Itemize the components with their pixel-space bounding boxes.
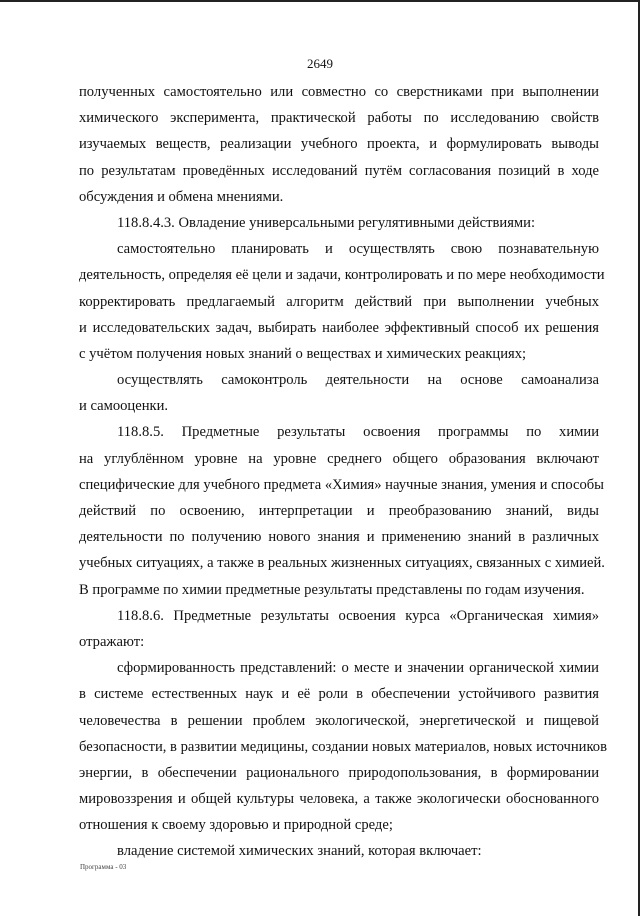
text-line: полученных самостоятельно или совместно со сверстниками при выполнении: [79, 84, 599, 100]
text-line: безопасности, в развитии медицины, создании новых материалов, новых источников: [79, 738, 607, 755]
page-number: 2649: [307, 56, 333, 71]
text-line: на углублённом уровне на уровне среднего общего образования включают: [79, 450, 599, 467]
text-line: корректировать предлагаемый алгоритм действий при выполнении учебных: [79, 293, 599, 310]
text-line: деятельность, определяя её цели и задачи, контролировать и по мере необходимости: [79, 267, 605, 284]
text-line: осуществлять самоконтроль деятельности на основе самоанализа: [117, 372, 599, 389]
text-line: в системе естественных наук и её роли в обеспечении устойчивого развития: [79, 686, 599, 703]
page-top-border: [0, 0, 640, 2]
text-line: специфические для учебного предмета «Химия» научные знания, умения и способы: [79, 476, 604, 493]
text-line: и исследовательских задач, выбирать наиболее эффективный способ их решения: [79, 319, 599, 336]
text-line: владение системой химических знаний, которая включает:: [117, 843, 482, 860]
text-line: обсуждения и обмена мнениями.: [79, 188, 284, 205]
text-line: мировоззрения и общей культуры человека, а также экологически обоснованного: [79, 791, 599, 808]
text-line: человечества в решении проблем экологической, энергетической и пищевой: [79, 712, 599, 729]
text-line: и самооценки.: [79, 398, 169, 415]
text-line: отношения к своему здоровью и природной среде;: [79, 817, 393, 834]
text-line: энергии, в обеспечении рационального природопользования, в формировании: [79, 764, 599, 781]
text-line: отражают:: [79, 633, 145, 650]
page-footer: Программа - 03: [80, 863, 127, 871]
text-line: 118.8.5. Предметные результаты освоения программы по химии: [117, 424, 599, 441]
text-line: 118.8.4.3. Овладение универсальными регулятивными действиями:: [117, 214, 536, 231]
text-line: с учётом получения новых знаний о веществах и химических реакциях;: [79, 345, 527, 362]
text-line: химического эксперимента, практической работы по исследованию свойств: [79, 110, 599, 127]
text-line: учебных ситуациях, а также в реальных жизненных ситуациях, связанных с химией.: [79, 555, 605, 572]
text-line: действий по освоению, интерпретации и преобразованию знаний, виды: [79, 503, 599, 519]
text-line: сформированность представлений: о месте и значении органической химии: [117, 660, 599, 677]
text-line: деятельности по получению нового знания и применению знаний в различных: [79, 529, 599, 546]
text-line: самостоятельно планировать и осуществлять свою познавательную: [117, 241, 599, 258]
text-line: 118.8.6. Предметные результаты освоения курса «Органическая химия»: [117, 607, 599, 624]
text-line: изучаемых веществ, реализации учебного проекта, и формулировать выводы: [79, 136, 599, 153]
document-body: [79, 79, 607, 865]
text-line: по результатам проведённых исследований путём согласования позиций в ходе: [79, 162, 599, 179]
text-line: В программе по химии предметные результаты представлены по годам изучения.: [79, 581, 585, 598]
